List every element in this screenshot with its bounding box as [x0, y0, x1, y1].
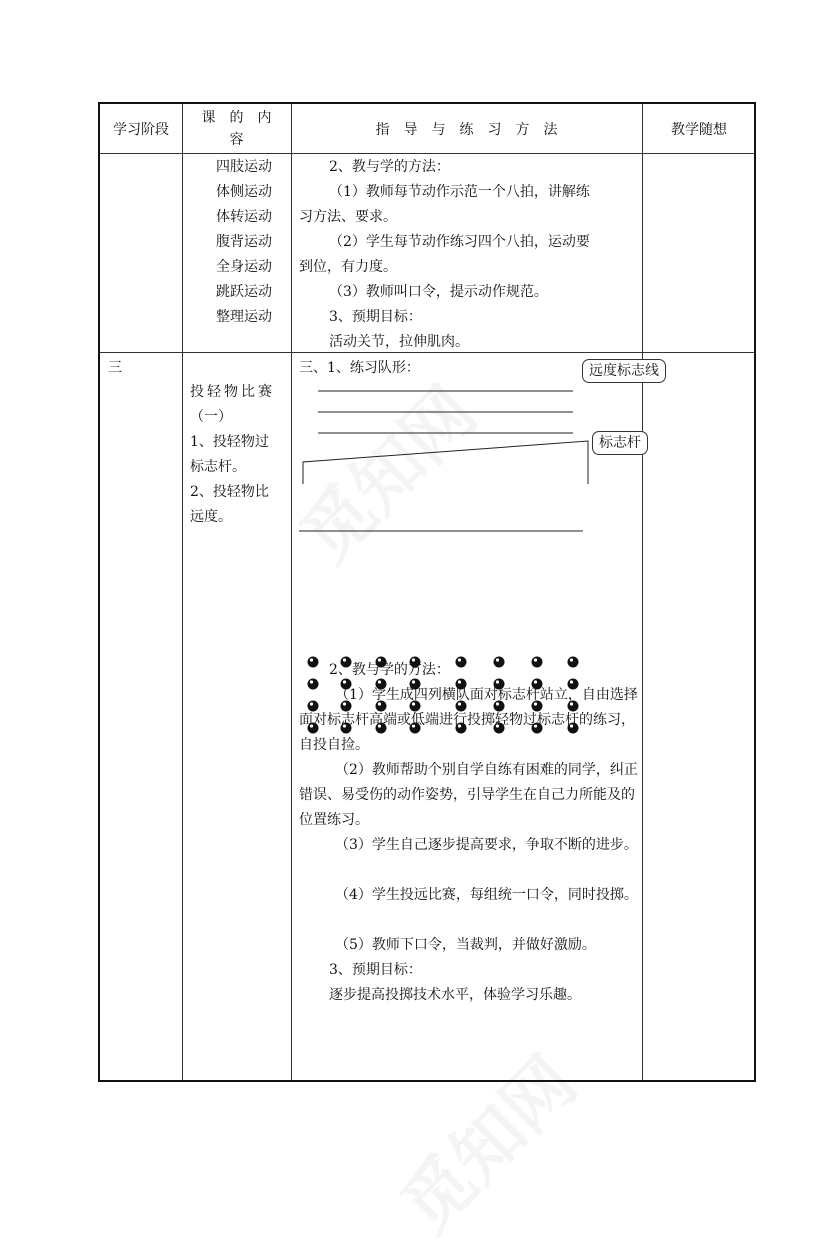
content-line: 2、投轻物比 — [190, 484, 269, 500]
method-line: （1）教师每节动作示范一个八拍，讲解练 — [329, 184, 590, 200]
exercise-item: 四肢运动 — [216, 159, 272, 175]
method-paragraph: （2）教师帮助个别自学自练有困难的同学，纠正错误、易受伤的动作姿势，引导学生在自己力所能及的位置练习。 — [299, 762, 638, 828]
method-line: 到位，有力度。 — [299, 259, 397, 275]
header-content — [182, 107, 291, 151]
method-line: （3）教师叫口令，提示动作规范。 — [329, 284, 548, 300]
student-marker — [532, 657, 543, 668]
exercise-item: 体转运动 — [216, 209, 272, 225]
method-paragraph: （5）教师下口令，当裁判，并做好激励。 — [335, 937, 596, 953]
column-divider — [182, 104, 183, 1080]
formation-diagram — [291, 354, 691, 654]
header-divider — [100, 153, 754, 154]
method-paragraph: （4）学生投远比赛，每组统一口令，同时投掷。 — [335, 887, 638, 903]
header-notes: 教学随想 — [671, 122, 727, 138]
method-line: （2）学生每节动作练习四个八拍，运动要 — [329, 234, 590, 250]
header-content-top: 课 的 内 — [201, 110, 272, 126]
content-line: 投轻物比赛 — [190, 384, 275, 400]
content-line: 远度。 — [190, 509, 232, 525]
callout-marker-pole: 标志杆 — [592, 431, 648, 455]
goal-text: 逐步提高投掷技术水平，体验学习乐趣。 — [329, 987, 581, 1003]
method-paragraph: （1）学生成四列横队面对标志杆站立，自由选择面对标志杆高端或低端进行投掷轻物过标志杆的练习，自投自捡。 — [299, 687, 638, 753]
marker-pole — [303, 441, 588, 484]
callout-distance-line: 远度标志线 — [582, 359, 666, 383]
student-marker — [494, 657, 505, 668]
exercise-item: 体侧运动 — [216, 184, 272, 200]
method-paragraph: （3）学生自己逐步提高要求，争取不断的进步。 — [335, 837, 638, 853]
lesson-plan-table — [98, 102, 756, 1082]
stage-number: 三 — [108, 360, 122, 376]
method-line: 3、预期目标： — [329, 309, 422, 325]
exercise-item: 跳跃运动 — [216, 284, 272, 300]
exercise-list — [216, 155, 272, 330]
student-marker — [456, 657, 467, 668]
header-content-bottom: 容 — [229, 132, 244, 148]
content-line: （一） — [190, 409, 232, 425]
method-line: 活动关节，拉伸肌肉。 — [329, 334, 469, 350]
header-stage: 学习阶段 — [113, 122, 169, 138]
method-title: 2、教与学的方法： — [329, 662, 450, 678]
formation-title: 三、1、练习队形： — [299, 360, 420, 376]
content-line: 标志杆。 — [190, 459, 246, 475]
method-line: 习方法、要求。 — [299, 209, 397, 225]
exercise-item: 腹背运动 — [216, 234, 272, 250]
goal-title: 3、预期目标： — [329, 962, 422, 978]
header-method: 指 导 与 练 习 方 法 — [375, 122, 558, 138]
student-marker — [308, 657, 319, 668]
exercise-item: 整理运动 — [216, 309, 272, 325]
student-marker — [568, 657, 579, 668]
row2-content — [190, 380, 275, 530]
row1-method — [299, 155, 590, 355]
method-line: 2、教与学的方法： — [329, 159, 450, 175]
exercise-item: 全身运动 — [216, 259, 272, 275]
content-line: 1、投轻物过 — [190, 434, 269, 450]
